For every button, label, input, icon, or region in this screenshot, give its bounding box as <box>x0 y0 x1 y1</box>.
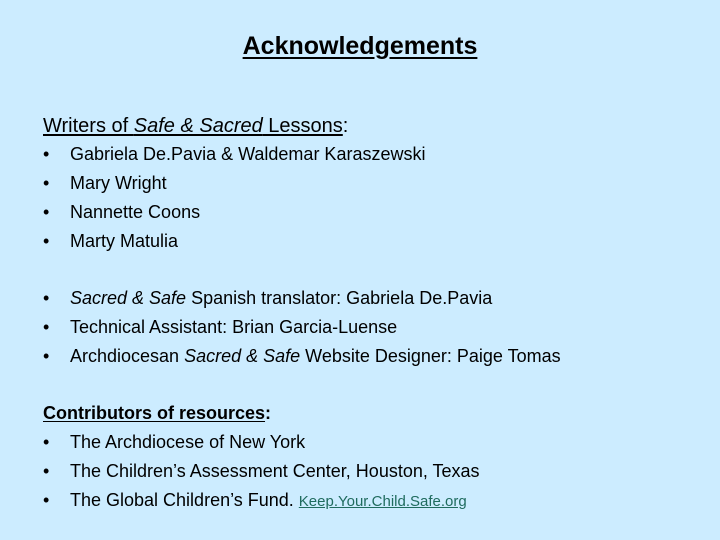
bullet: • <box>43 461 50 481</box>
list-item: • The Archdiocese of New York <box>43 428 703 457</box>
bullet: • <box>43 173 50 193</box>
bullet: • <box>43 288 50 308</box>
list-item: • Gabriela De.Pavia & Waldemar Karaszewski <box>43 140 703 169</box>
content-area <box>43 112 703 516</box>
section-spacer <box>43 371 703 399</box>
page-title: Acknowledgements <box>242 32 478 60</box>
contributors-heading: Contributors of resources: <box>43 403 272 423</box>
bullet: • <box>43 317 50 337</box>
writers-heading-text: Writers of Safe & Sacred Lessons <box>43 115 343 137</box>
bullet: • <box>43 432 50 452</box>
bullet: • <box>43 490 50 510</box>
list-item: • Marty Matulia <box>43 227 703 256</box>
list-item: • The Children’s Assessment Center, Houston, Texas <box>43 457 703 486</box>
list-item-designer: • Archdiocesan Sacred & Safe Website Designer: Paige Tomas <box>43 342 703 371</box>
list-item: • Mary Wright <box>43 169 703 198</box>
keep-your-child-safe-link[interactable]: Keep.Your.Child.Safe.org <box>298 493 467 510</box>
list-item: • The Global Children’s Fund. Keep.Your.Child.Safe.org <box>43 486 703 516</box>
writers-heading-italic: Safe & Sacred <box>133 115 263 137</box>
bullet: • <box>43 144 50 164</box>
bullet: • <box>43 202 50 222</box>
writers-list <box>43 140 703 256</box>
roles-list <box>43 284 703 371</box>
writers-heading: Writers of Safe & Sacred Lessons: <box>43 115 349 137</box>
bullet: • <box>43 346 50 366</box>
list-item-assistant: • Technical Assistant: Brian Garcia-Luense <box>43 313 703 342</box>
bullet: • <box>43 231 50 251</box>
section-spacer <box>43 256 703 284</box>
list-item: • Nannette Coons <box>43 198 703 227</box>
list-item-translator: • Sacred & Safe Spanish translator: Gabriela De.Pavia <box>43 284 703 313</box>
contributors-list <box>43 428 703 516</box>
